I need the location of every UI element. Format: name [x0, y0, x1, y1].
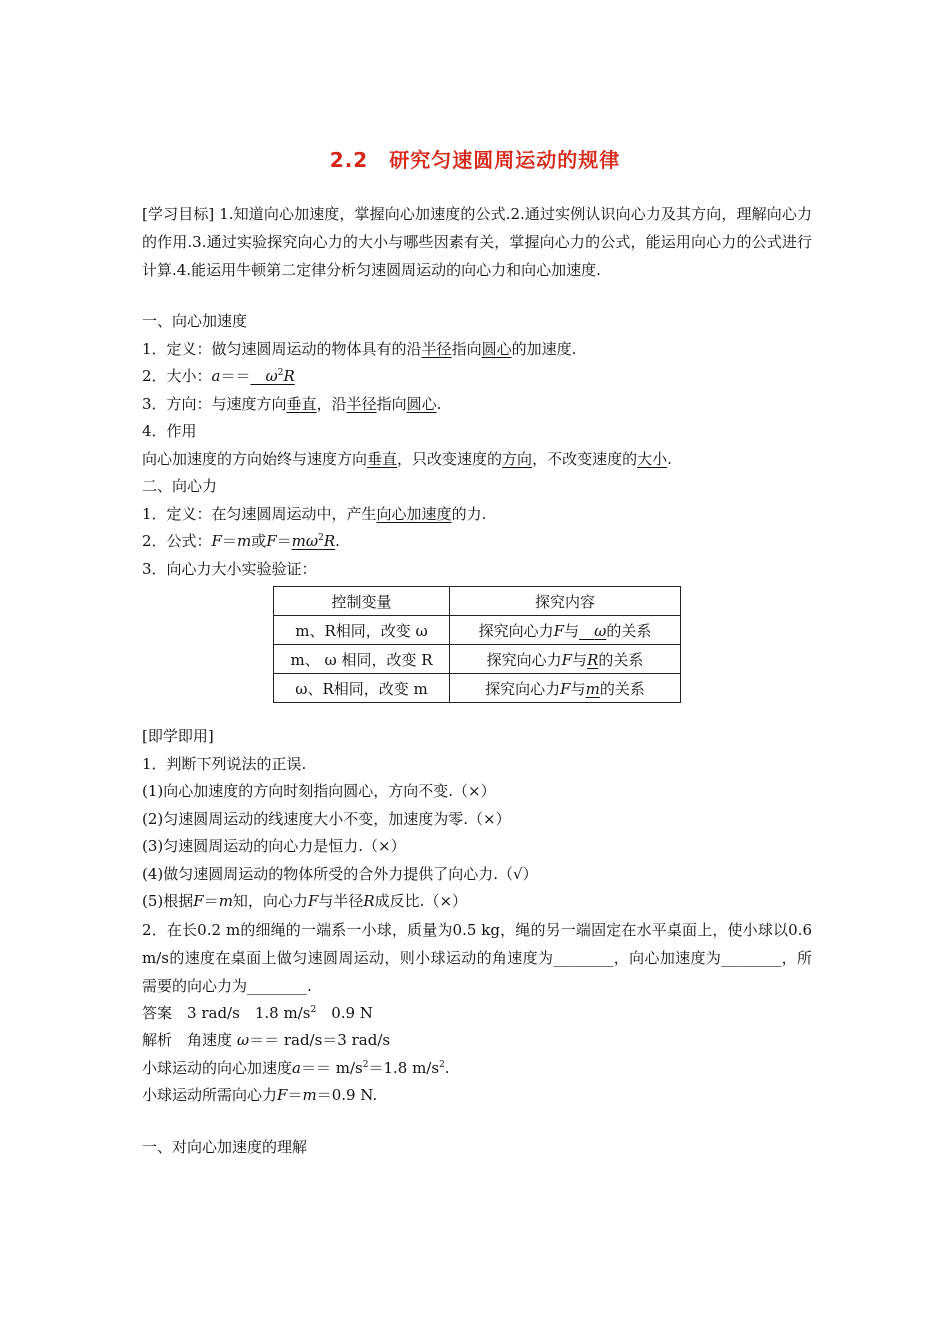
section-heading-understanding: 一、对向心加速度的理解 — [142, 1137, 308, 1156]
section-heading-centripetal-acceleration: 一、向心加速度 — [142, 312, 248, 330]
acc-magnitude: 2．大小：a＝＝ $\omega^2R$ — [142, 367, 295, 385]
table-row — [274, 645, 681, 674]
table-row — [274, 674, 681, 703]
acc-direction: 3．方向：与速度方向垂直，沿半径指向圆心. — [142, 394, 442, 413]
table-cell: m、 ω 相同，改变 R — [274, 645, 450, 674]
table-cell: 探究向心力F与 ω的关系 — [450, 616, 681, 645]
objectives-text: 1.知道向心加速度，掌握向心加速度的公式.2.通过实例认识向心力及其方向，理解向心力的作用.3.通过实验探究向心力的大小与哪些因素有关，掌握向心力的公式，能运用向心力的公式进行计算.4.能运用牛顿第二定律分析匀速圆周运动的向心力和向心加速度. — [142, 205, 812, 279]
judgement-item: (1)向心加速度的方向时刻指向圆心，方向不变.（×） — [142, 782, 496, 800]
table-header: 控制变量 — [274, 587, 450, 616]
document-body — [142, 200, 812, 1161]
question-2: 2．在长0.2 m的细绳的一端系一小球，质量为0.5 kg，绳的另一端固定在水平桌面上，使小球以0.6 m/s的速度在桌面上做匀速圆周运动，则小球运动的角速度为________，向心加速度为________，所需要的向心力为________. — [142, 920, 812, 995]
table-header-row — [274, 587, 681, 616]
table-cell: 探究向心力F与R的关系 — [450, 645, 681, 674]
table-row — [274, 616, 681, 645]
acc-effect: 向心加速度的方向始终与速度方向垂直，只改变速度的方向，不改变速度的大小. — [142, 449, 672, 468]
answer-line: 答案 3 rad/s 1.8 $m/s^2$ 0.9 N — [142, 1003, 373, 1022]
acc-effect-label: 4．作用 — [142, 422, 197, 440]
judgement-item: (4)做匀速圆周运动的物体所受的合外力提供了向心力.（√） — [142, 864, 538, 883]
judgement-item: (2)匀速圆周运动的线速度大小不变，加速度为零.（×） — [142, 809, 511, 828]
table-cell: ω、R相同，改变 m — [274, 674, 450, 703]
judgement-item: (3)匀速圆周运动的向心力是恒力.（×） — [142, 837, 406, 855]
force-definition: 1．定义：在匀速圆周运动中，产生向心加速度的力. — [142, 504, 487, 523]
table-cell: m、R相同，改变 ω — [274, 616, 450, 645]
table-header: 探究内容 — [450, 587, 681, 616]
learning-objectives — [142, 200, 812, 284]
practice-label: [即学即用] — [142, 727, 214, 745]
analysis-force: 小球运动所需向心力F＝m＝0.9 N. — [142, 1086, 378, 1104]
page-title: 2.2 研究匀速圆周运动的规律 — [329, 148, 621, 172]
question-1: 1．判断下列说法的正误. — [142, 754, 307, 773]
experiment-table — [273, 586, 681, 703]
experiment-label: 3．向心力大小实验验证： — [142, 559, 317, 578]
force-formula: 2．公式：F＝m或$F=m\omega^2R$. — [142, 532, 340, 550]
acc-definition: 1．定义：做匀速圆周运动的物体具有的沿半径指向圆心的加速度. — [142, 339, 577, 358]
judgement-item: (5)根据F＝m知，向心力F与半径R成反比.（×） — [142, 892, 468, 910]
objectives-label: [学习目标] — [142, 205, 215, 223]
section-heading-centripetal-force: 二、向心力 — [142, 477, 218, 495]
analysis-line: 解析 角速度 ω＝＝ rad/s＝3 rad/s — [142, 1031, 391, 1049]
analysis-acceleration: 小球运动的向心加速度$a== m/s^2=1.8$ $m/s^2$. — [142, 1058, 450, 1077]
table-cell: 探究向心力F与m的关系 — [450, 674, 681, 703]
